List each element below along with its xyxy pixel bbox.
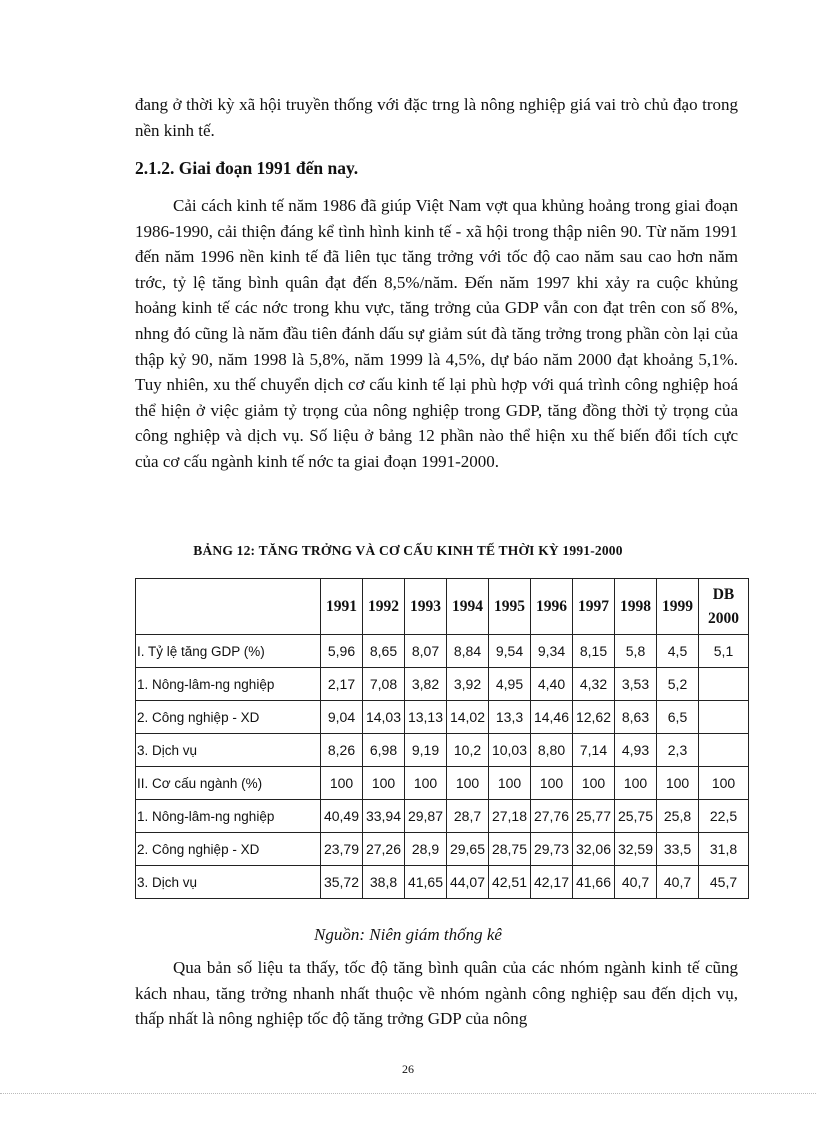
value-cell: 6,98: [363, 734, 405, 767]
body-paragraph: Cải cách kinh tế năm 1986 đã giúp Việt Nam vợt qua khủng hoảng trong giai đoạn 1986-1990, cải thiện đáng kể tình hình kinh tế - xã hội trong thập niên 90. Từ năm 1991 đến năm 1996 nền kinh tế đã liên tục tăng trởng với tốc độ cao năm sau cao hơn năm trớc, tỷ lệ tăng bình quân đạt đến 8,5%/năm. Đến năm 1997 khi xảy ra cuộc khủng hoảng kinh tế các nớc trong khu vực, tăng trởng của GDP vẫn con đạt trên con số 8%, nhng đó cũng là năm đầu tiên đánh dấu sự giảm sút đà tăng trởng trong phần còn lại của thập kỷ 90, năm 1998 là 5,8%, năm 1999 là 4,5%, dự báo năm 2000 đạt khoảng 5,1%. Tuy nhiên, xu thế chuyển dịch cơ cấu kinh tế lại phù hợp với quá trình công nghiệp hoá thể hiện ở việc giảm tỷ trọng của nông nghiệp trong GDP, tăng đồng thời tỷ trọng của công nghiệp và dịch vụ. Số liệu ở bảng 12 phần nào thể hiện xu thế biến đổi tích cực của cơ cấu ngành kinh tế nớc ta giai đoạn 1991-2000.: [135, 196, 738, 471]
value-cell: 27,18: [489, 800, 531, 833]
value-cell: 100: [363, 767, 405, 800]
value-cell: 8,84: [447, 635, 489, 668]
value-cell: 38,8: [363, 866, 405, 899]
value-cell: 14,03: [363, 701, 405, 734]
value-cell: 8,80: [531, 734, 573, 767]
value-cell: 45,7: [699, 866, 749, 899]
value-cell: 42,17: [531, 866, 573, 899]
value-cell: 5,2: [657, 668, 699, 701]
row-label-cell: 3. Dịch vụ: [136, 734, 321, 767]
row-label-cell: 2. Công nghiệp - XD: [136, 701, 321, 734]
header-year-cell: 1999: [657, 579, 699, 635]
row-label-cell: II. Cơ cấu ngành (%): [136, 767, 321, 800]
row-label-cell: 2. Công nghiệp - XD: [136, 833, 321, 866]
header-year-cell: 1992: [363, 579, 405, 635]
row-label-cell: 3. Dịch vụ: [136, 866, 321, 899]
table-row: [136, 833, 749, 866]
value-cell: 10,03: [489, 734, 531, 767]
table-row: [136, 866, 749, 899]
value-cell: 100: [615, 767, 657, 800]
value-cell: [699, 701, 749, 734]
analysis-paragraph: Qua bản số liệu ta thấy, tốc độ tăng bình quân của các nhóm ngành kinh tế cũng kách nhau, tăng trởng nhanh nhất thuộc về nhóm ngành công nghiệp sau đến dịch vụ, thấp nhất là nông nghiệp tốc độ tăng trởng GDP của nông: [135, 958, 738, 1029]
value-cell: 4,32: [573, 668, 615, 701]
value-cell: 25,8: [657, 800, 699, 833]
value-cell: 27,26: [363, 833, 405, 866]
header-year-cell: DB 2000: [699, 579, 749, 635]
value-cell: 14,46: [531, 701, 573, 734]
value-cell: 8,07: [405, 635, 447, 668]
value-cell: [699, 668, 749, 701]
value-cell: 13,13: [405, 701, 447, 734]
value-cell: 2,17: [321, 668, 363, 701]
value-cell: 29,87: [405, 800, 447, 833]
value-cell: 5,8: [615, 635, 657, 668]
header-year-cell: 1996: [531, 579, 573, 635]
value-cell: 7,08: [363, 668, 405, 701]
value-cell: 13,3: [489, 701, 531, 734]
value-cell: 27,76: [531, 800, 573, 833]
value-cell: 44,07: [447, 866, 489, 899]
value-cell: 100: [405, 767, 447, 800]
value-cell: 29,73: [531, 833, 573, 866]
value-cell: 10,2: [447, 734, 489, 767]
value-cell: 4,95: [489, 668, 531, 701]
value-cell: 29,65: [447, 833, 489, 866]
value-cell: 4,93: [615, 734, 657, 767]
value-cell: 100: [321, 767, 363, 800]
value-cell: 9,34: [531, 635, 573, 668]
header-year-cell: 1995: [489, 579, 531, 635]
value-cell: 100: [489, 767, 531, 800]
value-cell: 31,8: [699, 833, 749, 866]
row-label-cell: 1. Nông-lâm-ng nghiệp: [136, 668, 321, 701]
row-label-cell: 1. Nông-lâm-ng nghiệp: [136, 800, 321, 833]
value-cell: 4,5: [657, 635, 699, 668]
table-row: [136, 635, 749, 668]
value-cell: 8,65: [363, 635, 405, 668]
value-cell: 3,53: [615, 668, 657, 701]
value-cell: 14,02: [447, 701, 489, 734]
header-year-cell: 1994: [447, 579, 489, 635]
value-cell: 5,1: [699, 635, 749, 668]
value-cell: 5,96: [321, 635, 363, 668]
value-cell: 41,65: [405, 866, 447, 899]
header-year-cell: 1991: [321, 579, 363, 635]
page-bottom-divider: [0, 1093, 816, 1094]
gdp-table: [135, 578, 749, 899]
value-cell: 100: [531, 767, 573, 800]
value-cell: 100: [447, 767, 489, 800]
value-cell: 28,75: [489, 833, 531, 866]
value-cell: 23,79: [321, 833, 363, 866]
value-cell: 25,77: [573, 800, 615, 833]
value-cell: 42,51: [489, 866, 531, 899]
value-cell: 9,54: [489, 635, 531, 668]
value-cell: 32,59: [615, 833, 657, 866]
source-note: Nguồn: Niên giám thống kê: [314, 925, 502, 944]
header-year-cell: 1998: [615, 579, 657, 635]
value-cell: 25,75: [615, 800, 657, 833]
value-cell: 28,9: [405, 833, 447, 866]
table-title: BẢNG 12: TĂNG TRỞNG VÀ CƠ CẤU KINH TẾ THỜI KỲ 1991-2000: [193, 543, 623, 558]
header-year-cell: 1997: [573, 579, 615, 635]
value-cell: 100: [699, 767, 749, 800]
value-cell: 8,15: [573, 635, 615, 668]
value-cell: 32,06: [573, 833, 615, 866]
section-heading: 2.1.2. Giai đoạn 1991 đến nay.: [135, 158, 359, 178]
value-cell: 6,5: [657, 701, 699, 734]
value-cell: 35,72: [321, 866, 363, 899]
table-header-row: [136, 579, 749, 635]
value-cell: 33,94: [363, 800, 405, 833]
value-cell: [699, 734, 749, 767]
header-corner-cell: [136, 579, 321, 635]
table-row: [136, 668, 749, 701]
value-cell: 33,5: [657, 833, 699, 866]
value-cell: 7,14: [573, 734, 615, 767]
value-cell: 40,7: [657, 866, 699, 899]
value-cell: 40,7: [615, 866, 657, 899]
row-label-cell: I. Tỷ lệ tăng GDP (%): [136, 635, 321, 668]
value-cell: 9,19: [405, 734, 447, 767]
table-row: [136, 767, 749, 800]
header-year-cell: 1993: [405, 579, 447, 635]
value-cell: 22,5: [699, 800, 749, 833]
value-cell: 12,62: [573, 701, 615, 734]
value-cell: 4,40: [531, 668, 573, 701]
intro-paragraph: đang ở thời kỳ xã hội truyền thống với đặc trng là nông nghiệp giá vai trò chủ đạo trong nền kinh tế.: [135, 95, 738, 140]
value-cell: 3,82: [405, 668, 447, 701]
value-cell: 8,26: [321, 734, 363, 767]
value-cell: 2,3: [657, 734, 699, 767]
value-cell: 40,49: [321, 800, 363, 833]
value-cell: 8,63: [615, 701, 657, 734]
table-row: [136, 701, 749, 734]
table-row: [136, 800, 749, 833]
table-row: [136, 734, 749, 767]
value-cell: 100: [573, 767, 615, 800]
value-cell: 28,7: [447, 800, 489, 833]
value-cell: 100: [657, 767, 699, 800]
value-cell: 3,92: [447, 668, 489, 701]
table-body: [136, 579, 749, 899]
page-number: 26: [402, 1062, 414, 1076]
value-cell: 41,66: [573, 866, 615, 899]
value-cell: 9,04: [321, 701, 363, 734]
